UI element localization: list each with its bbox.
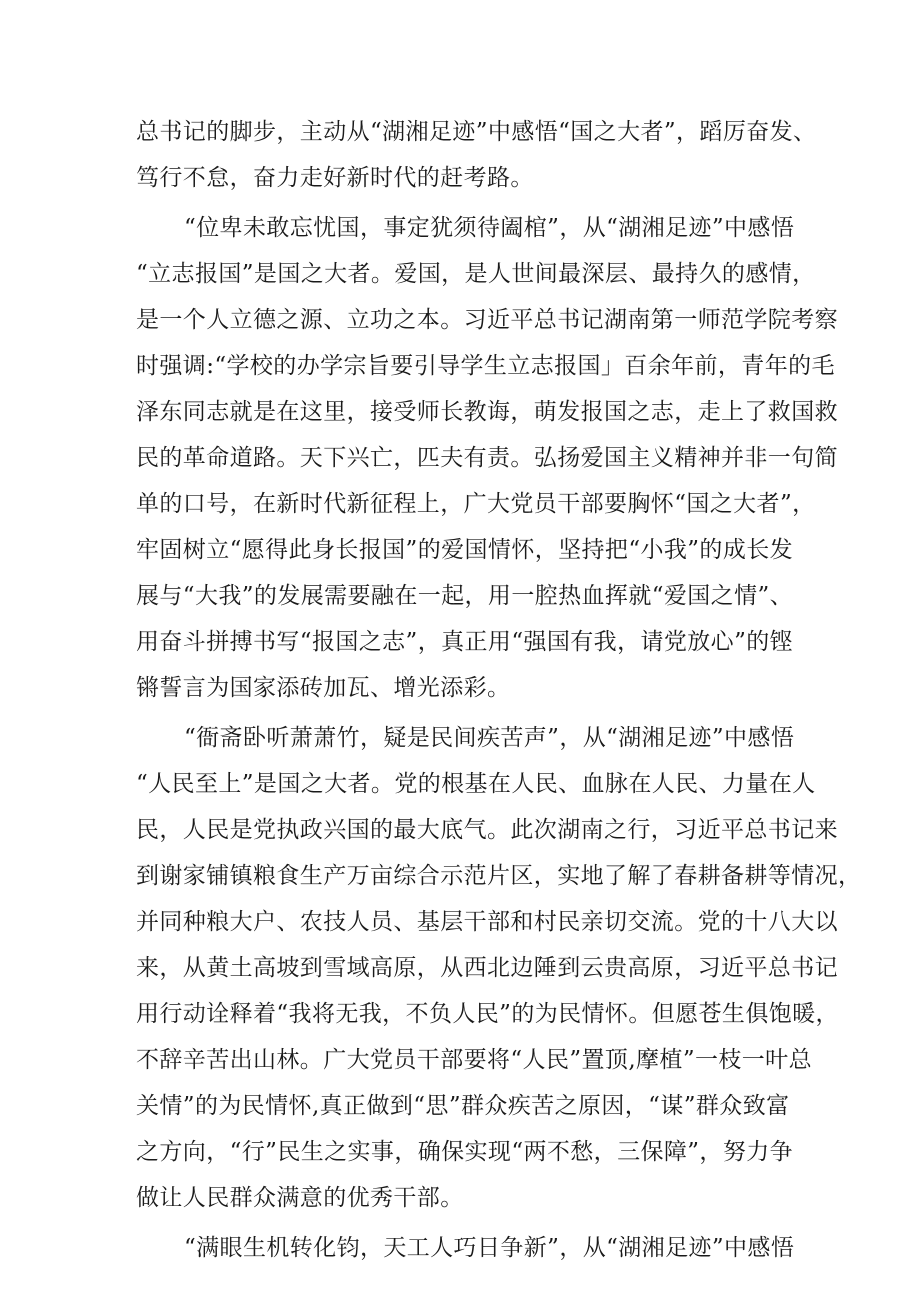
paragraph-first-line: “满眼生机转化钧，天工人巧日争新”，从“湖湘足迹”中感悟 (184, 1235, 795, 1261)
text-line: 时强调:“学校的办学宗旨要引导学生立志报国」百余年前，青年的毛 (136, 353, 835, 379)
text-line: 并同种粮大户、农技人员、基层干部和村民亲切交流。党的十八大以 (136, 909, 838, 935)
text-line: 之方向，“行”民生之实事，确保实现“两不愁，三保障”，努力争 (136, 1139, 794, 1165)
text-line: 来，从黄土高坡到雪域高原，从西北边陲到云贵高原，习近平总书记 (136, 955, 838, 981)
text-line: 单的口号，在新时代新征程上，广大党员干部要胸怀“国之大者”， (136, 491, 816, 517)
text-line: 关情”的为民情怀,真正做到“思”群众疾苦之原因，“谋”群众致富 (136, 1093, 790, 1119)
text-line: 展与“大我”的发展需要融在一起，用一腔热血挥就“爱国之情”、 (136, 583, 794, 609)
text-line: 牢固树立“愿得此身长报国”的爱国情怀，坚持把“小我”的成长发 (136, 537, 794, 563)
text-line: “人民至上”是国之大者。党的根基在人民、血脉在人民、力量在人 (136, 771, 816, 797)
text-line: 做让人民群众满意的优秀干部。 (136, 1185, 464, 1211)
text-line: 到谢家铺镇粮食生产万亩综合示范片区，实地了解了春耕备耕等情况， (136, 863, 862, 889)
text-line: 民的革命道路。天下兴亡，匹夫有责。弘扬爱国主义精神并非一句简 (136, 445, 838, 471)
text-line: 是一个人立德之源、立功之本。习近平总书记湖南第一师范学院考察 (136, 307, 838, 333)
text-line: 总书记的脚步，主动从“湖湘足迹”中感悟“国之大者”，蹈厉奋发、 (136, 119, 817, 145)
text-line: “立志报国”是国之大者。爱国，是人世间最深层、最持久的感情， (136, 261, 816, 287)
text-line: 用行动诠释着“我将无我，不负人民”的为民情怀。但愿苍生俱饱暖， (136, 1001, 839, 1027)
text-line: 用奋斗拼搏书写“报国之志”，真正用“强国有我，请党放心”的铿 (136, 629, 794, 655)
paragraph-first-line: “衙斋卧听萧萧竹，疑是民间疾苦声”，从“湖湘足迹”中感悟 (184, 725, 795, 751)
text-line: 笃行不怠，奋力走好新时代的赶考路。 (136, 165, 534, 191)
text-line: 民，人民是党执政兴国的最大底气。此次湖南之行，习近平总书记来 (136, 817, 838, 843)
text-line: 泽东同志就是在这里，接受师长教诲，萌发报国之志，走上了救国救 (136, 399, 838, 425)
paragraph-first-line: “位卑未敢忘忧国，事定犹须待阖棺”，从“湖湘足迹”中感悟 (184, 215, 795, 241)
text-line: 锵誓言为国家添砖加瓦、增光添彩。 (136, 675, 511, 701)
text-line: 不辞辛苦出山林。广大党员干部要将“人民”置顶,摩植”一枝一叶总 (136, 1047, 812, 1073)
